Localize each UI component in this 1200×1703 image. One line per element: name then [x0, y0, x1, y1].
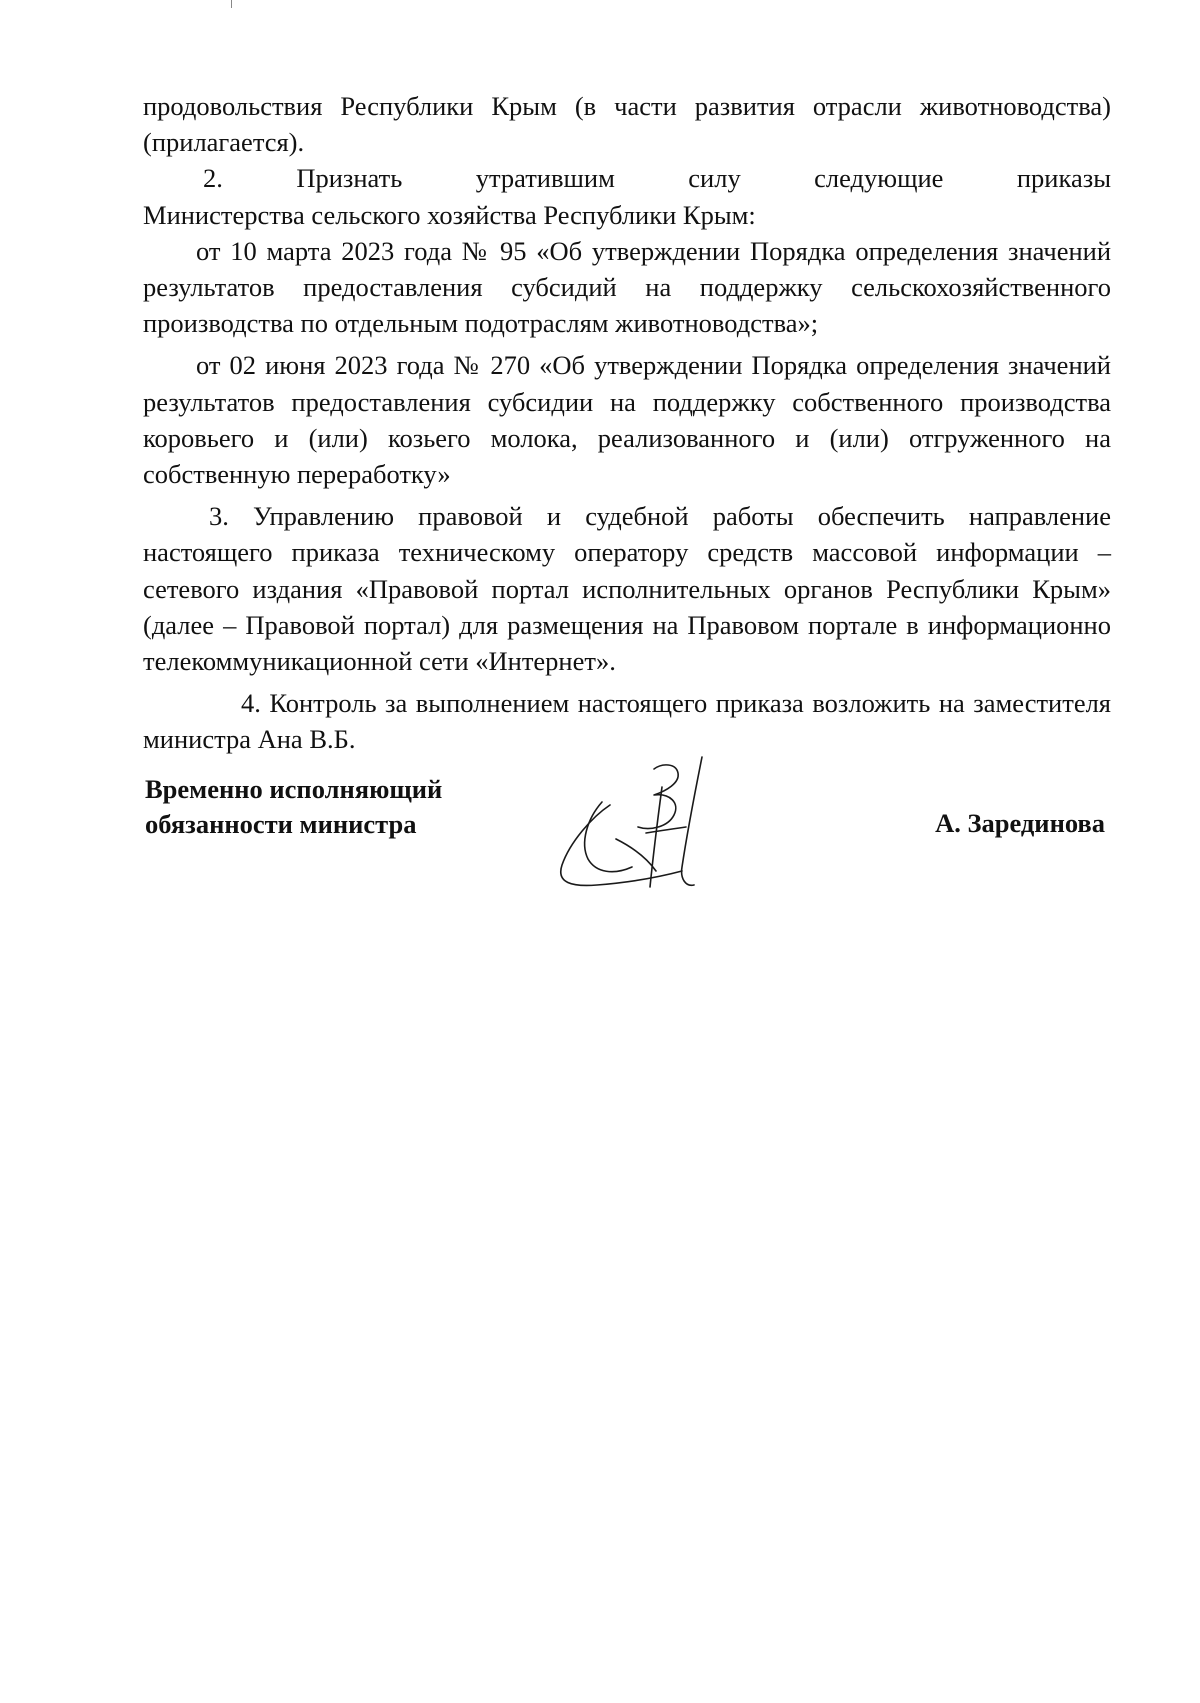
signer-position-line-1: Временно исполняющий — [145, 774, 443, 804]
paragraph-4: 4. Контроль за выполнением настоящего приказа возложить на заместителя министра Ана В.Б. — [143, 688, 1111, 755]
signer-position-line-2: обязанности министра — [145, 809, 417, 839]
paragraph-order-270: от 02 июня 2023 года № 270 «Об утверждении Порядка определения значений результатов предоставления субсидии на поддержку собственного производства коровьего и (или) козьего молока, реализованного и (или) отгруженного на собственную переработку» — [143, 350, 1111, 490]
paragraph-2-heading: 2. Признать утратившим силу следующие приказы — [203, 163, 1111, 194]
signer-name: А. Зарединова — [935, 808, 1105, 838]
paragraph-3: 3. Управлению правовой и судебной работы обеспечить направление настоящего приказа техническому оператору средств массовой информации – сетевого издания «Правовой портал исполнительных органов Республики Крым» (далее – Правовой портал) для размещения на Правовом портале в информационно телекоммуникационной сети «Интернет». — [143, 501, 1111, 677]
paragraph-2-subject: Министерства сельского хозяйства Республики Крым: — [143, 199, 756, 230]
paragraph-intro: продовольствия Республики Крым (в части развития отрасли животноводства) (прилагается). — [143, 91, 1111, 158]
signer-position — [145, 772, 442, 842]
scan-mark — [231, 0, 232, 8]
document-body — [143, 88, 1111, 758]
handwritten-signature — [542, 747, 742, 897]
signature-block — [145, 772, 1105, 892]
paragraph-order-95: от 10 марта 2023 года № 95 «Об утверждении Порядка определения значений результатов предоставления субсидий на поддержку сельскохозяйственного производства по отдельным подотраслям животноводства»; — [143, 235, 1111, 339]
